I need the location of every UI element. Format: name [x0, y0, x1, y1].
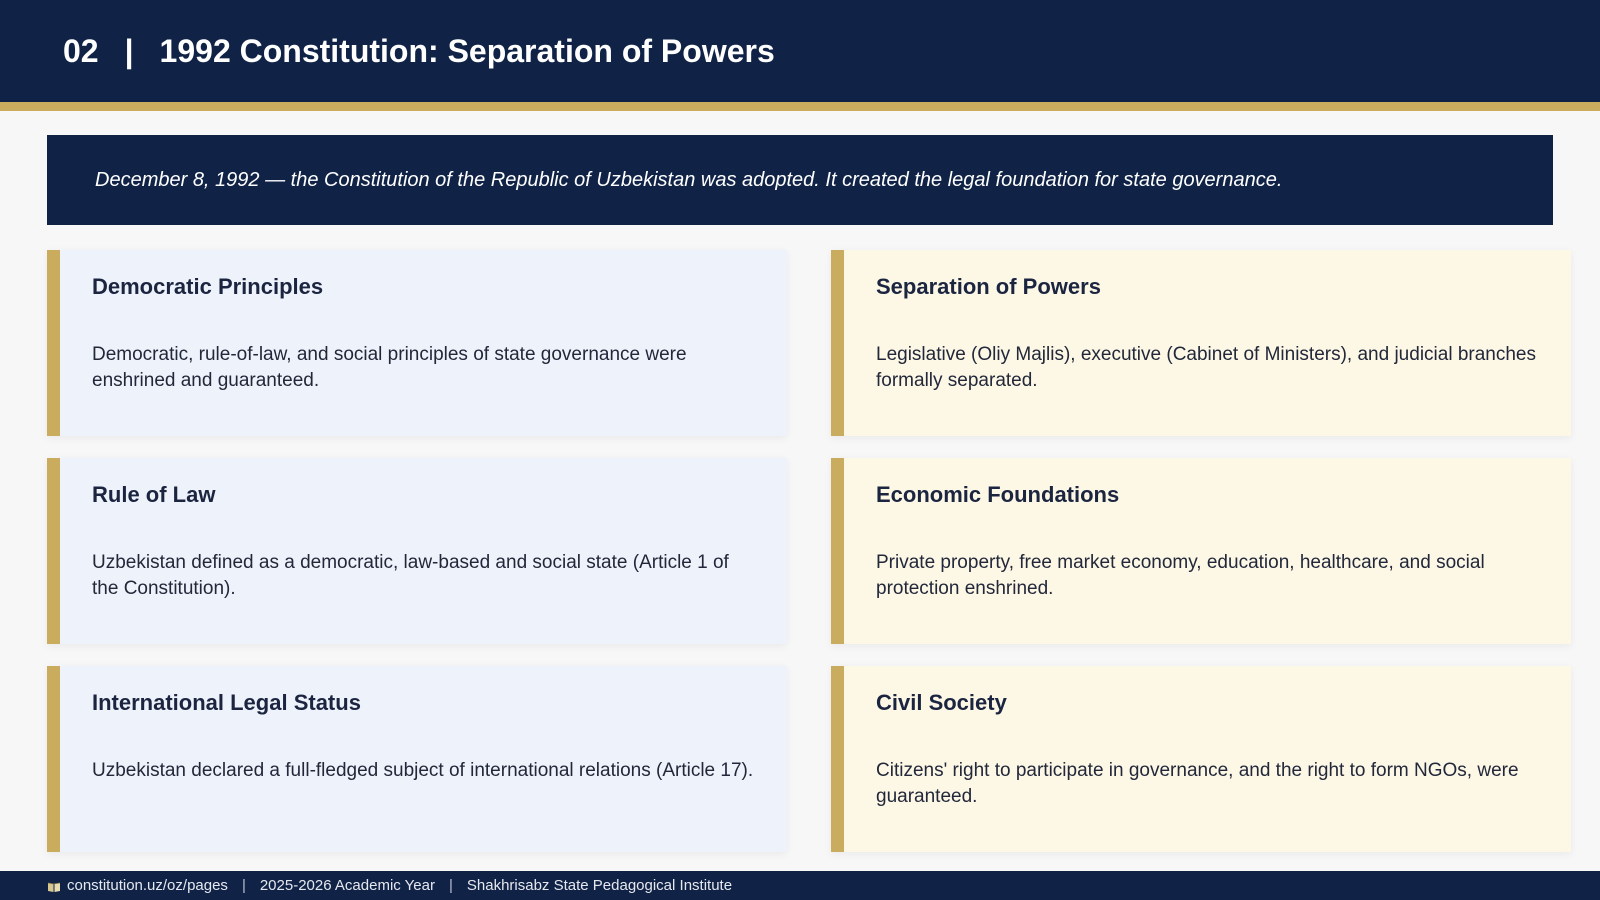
title-separator: | [124, 32, 134, 69]
card-democratic-principles [47, 250, 787, 436]
intro-banner [47, 135, 1553, 225]
footer-institute: Shakhrisabz State Pedagogical Institute [466, 877, 733, 894]
card-text: Uzbekistan defined as a democratic, law-based and social state (Article 1 of the Constitution). [92, 552, 729, 599]
card-economic-foundations [831, 458, 1571, 644]
card-civil-society [831, 666, 1571, 852]
card-rule-of-law [47, 458, 787, 644]
card-text: Citizens' right to participate in governance, and the right to form NGOs, were guaranteed. [876, 760, 1519, 807]
slide-title [63, 33, 775, 70]
slide-footer [0, 871, 1600, 900]
footer-academic-year: 2025-2026 Academic Year [259, 877, 435, 894]
card-text: Democratic, rule-of-law, and social principles of state governance were enshrined and guaranteed. [92, 344, 687, 391]
card-text: Uzbekistan declared a full-fledged subject of international relations (Article 17). [92, 760, 754, 781]
card-title: Civil Society [876, 690, 1007, 715]
header-accent-bar [0, 102, 1600, 111]
card-international-legal-status [47, 666, 787, 852]
slide-title-text: 1992 Constitution: Separation of Powers [159, 32, 775, 69]
intro-text: December 8, 1992 — the Constitution of the Republic of Uzbekistan was adopted. It created the legal foundation for state governance. [95, 168, 1283, 191]
card-separation-of-powers [831, 250, 1571, 436]
card-text: Legislative (Oliy Majlis), executive (Cabinet of Ministers), and judicial branches formally separated. [876, 344, 1536, 391]
book-icon [47, 880, 61, 892]
slide-header [0, 0, 1600, 102]
card-title: Rule of Law [92, 482, 216, 507]
footer-separator: | [448, 877, 453, 894]
slide-number: 02 [63, 32, 99, 69]
footer-source-link[interactable]: constitution.uz/oz/pages [67, 877, 228, 894]
card-title: Democratic Principles [92, 274, 324, 299]
card-title: International Legal Status [92, 690, 361, 715]
card-title: Separation of Powers [876, 274, 1101, 299]
card-title: Economic Foundations [876, 482, 1120, 507]
card-text: Private property, free market economy, education, healthcare, and social protection enshrined. [876, 552, 1485, 599]
footer-separator: | [241, 877, 246, 894]
